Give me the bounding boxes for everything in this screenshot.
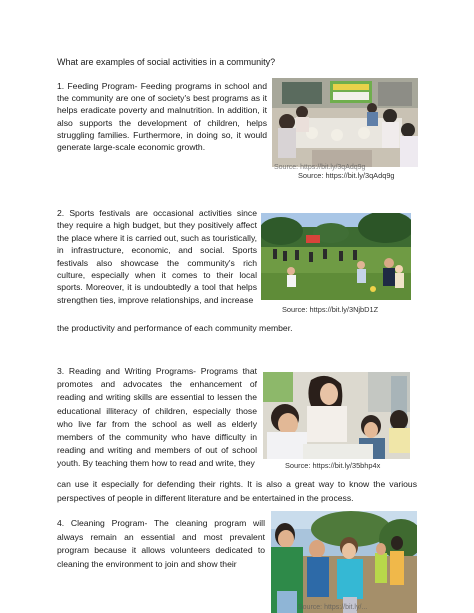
sports-festival-photo (261, 213, 411, 300)
feeding-program-paragraph: 1. Feeding Program- Feeding programs in school and the community are one of society's best programs as it helps eradicate poverty and malnutrition. In addition, it also supports the development of children, helps struggling families. Furthermore, in doing so, it would generate large-scale economic growth. (57, 81, 267, 153)
feeding-photo-watermark: Source: https://bit.ly/3qAdq9g (274, 164, 366, 171)
sports-festival-paragraph-cont: the productivity and performance of each community member. (57, 323, 293, 333)
feeding-photo-source: Source: https://bit.ly/3qAdq9g (298, 171, 395, 180)
feeding-program-photo (272, 78, 418, 167)
cleaning-photo-watermark: Source: https://bit.ly/... (298, 604, 368, 611)
cleaning-program-photo (271, 511, 417, 613)
reading-writing-paragraph-cont: can use it especially for defending their rights. It is also a great way to know the various perspectives of people in different literature and be entertained in the process. (57, 479, 417, 503)
reading-writing-photo (263, 372, 410, 459)
reading-photo-source: Source: https://bit.ly/35bhp4x (285, 461, 381, 470)
cleaning-program-paragraph: 4. Cleaning Program- The cleaning program will always remain an essential and most prevalent program because it allows volunteers dedicated to cleaning the environment to join and show their (57, 518, 265, 569)
page-heading: What are examples of social activities in a community? (57, 57, 276, 67)
reading-writing-paragraph: 3. Reading and Writing Programs- Programs that promotes and advocates the enhancement of reading and writing skills are essential to lessen the educational illiteracy of children, especially those who live far from the school as well as elderly members of the community who have difficulty in reading and writing and members of out of school youth. By teaching them how to read and write, they (57, 366, 257, 469)
sports-photo-source: Source: https://bit.ly/3NjbD1Z (282, 305, 379, 314)
sports-festival-paragraph: 2. Sports festivals are occasional activities since they require a high budget, but they positively affect the place where it is carried out, such as touristically, in infrastructure, economic, and social. Sports festivals also showcase the community's rich culture, especially when it comes to their local sports. Moreover, it is undoubtedly a tool that helps strengthen ties, improve relationships, and increase (57, 208, 257, 305)
